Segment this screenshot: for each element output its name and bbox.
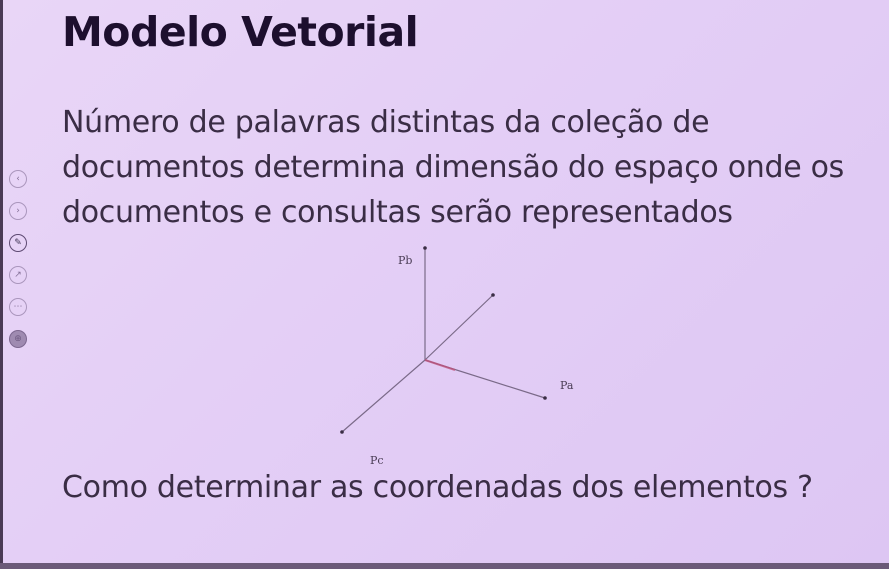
axis-pb-endpoint xyxy=(423,246,427,250)
bottom-edge-border xyxy=(0,563,889,569)
axis-label-pa: Pa xyxy=(560,379,574,392)
pointer-icon[interactable]: ↗ xyxy=(9,266,27,284)
axis-label-pc: Pc xyxy=(370,454,384,467)
next-icon[interactable]: › xyxy=(9,202,27,220)
pen-icon[interactable]: ✎ xyxy=(9,234,27,252)
slide-body-text: Número de palavras distintas da coleção de documentos determina dimensão do espaço onde os documentos e consultas serão representados xyxy=(62,105,844,230)
slide-question: Como determinar as coordenadas dos elementos ? xyxy=(62,470,813,505)
axis-diagonal xyxy=(425,295,493,360)
axis-pc xyxy=(342,360,425,432)
previous-icon[interactable]: ‹ xyxy=(9,170,27,188)
vector-highlight xyxy=(425,360,455,370)
more-icon[interactable]: ⋯ xyxy=(9,298,27,316)
axis-diagonal-endpoint xyxy=(491,293,495,297)
axis-label-pb: Pb xyxy=(398,254,413,267)
slide-title: Modelo Vetorial xyxy=(62,8,419,56)
zoom-icon[interactable]: ⊕ xyxy=(9,330,27,348)
axis-pc-endpoint xyxy=(340,430,344,434)
axis-pa-endpoint xyxy=(543,396,547,400)
